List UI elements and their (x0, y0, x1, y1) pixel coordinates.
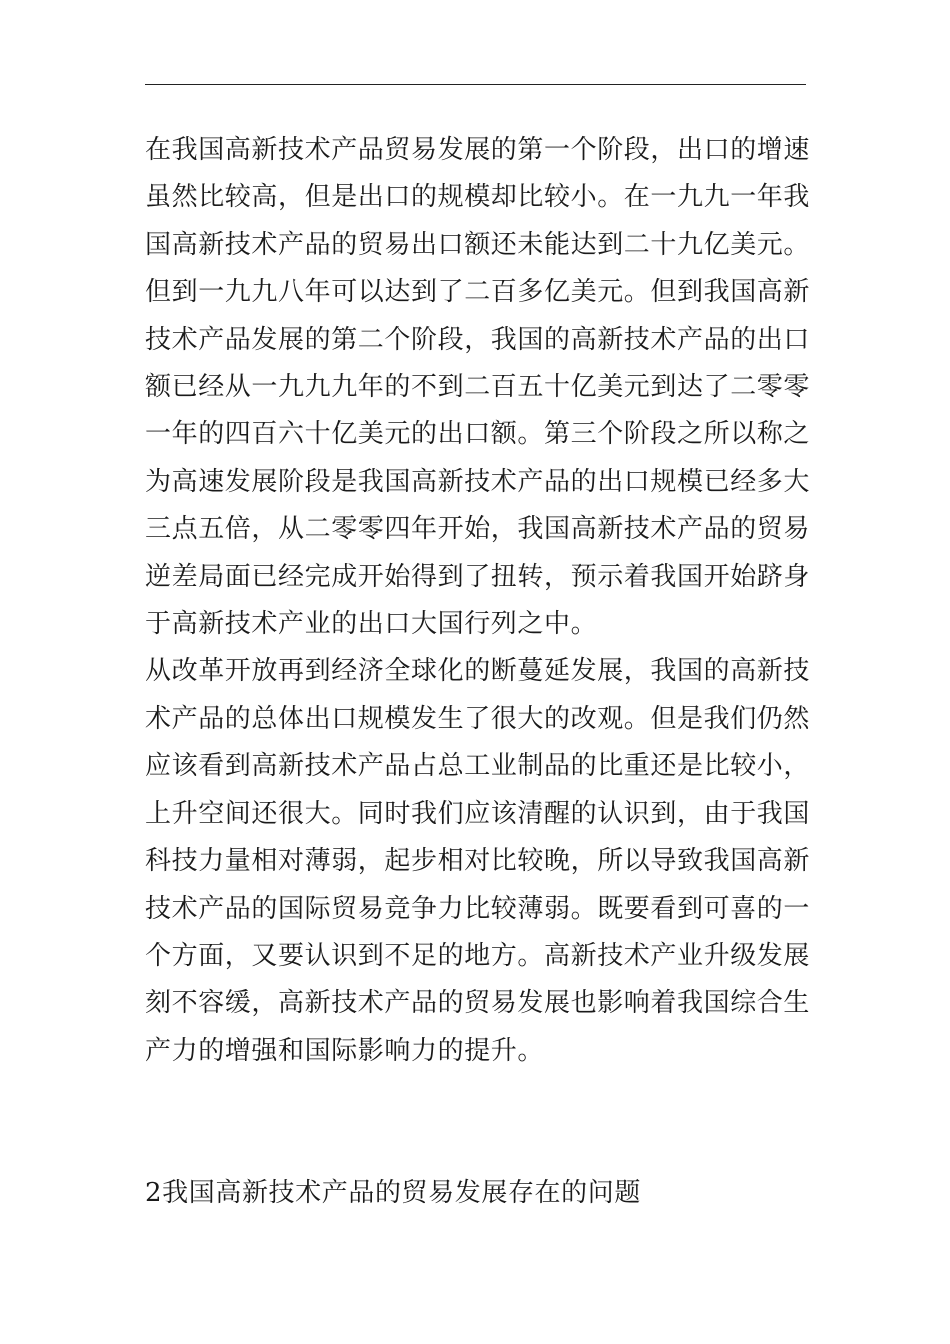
header-rule (145, 84, 806, 85)
body-text (145, 127, 813, 1075)
section-heading: 2我国高新技术产品的贸易发展存在的问题 (145, 1178, 641, 1208)
paragraph-trade-stages: 在我国高新技术产品贸易发展的第一个阶段，出口的增速虽然比较高，但是出口的规模却比较小。在一九九一年我国高新技术产品的贸易出口额还未能达到二十九亿美元。但到一九九八年可以达到了二百多亿美元。但到我国高新技术产品发展的第二个阶段，我国的高新技术产品的出口额已经从一九九九年的不到二百五十亿美元到达了二零零一年的四百六十亿美元的出口额。第三个阶段之所以称之为高速发展阶段是我国高新技术产品的出口规模已经多大三点五倍，从二零零四年开始，我国高新技术产品的贸易逆差局面已经完成开始得到了扭转，预示着我国开始跻身于高新技术产业的出口大国行列之中。 (145, 135, 811, 640)
paragraph-export-outlook: 从改革开放再到经济全球化的断蔓延发展，我国的高新技术产品的总体出口规模发生了很大的改观。但是我们仍然应该看到高新技术产品占总工业制品的比重还是比较小，上升空间还很大。同时我们应该清醒的认识到，由于我国科技力量相对薄弱，起步相对比较晚，所以导致我国高新技术产品的国际贸易竞争力比较薄弱。既要看到可喜的一个方面，又要认识到不足的地方。高新技术产业升级发展刻不容缓，高新技术产品的贸易发展也影响着我国综合生产力的增强和国际影响力的提升。 (145, 656, 811, 1066)
